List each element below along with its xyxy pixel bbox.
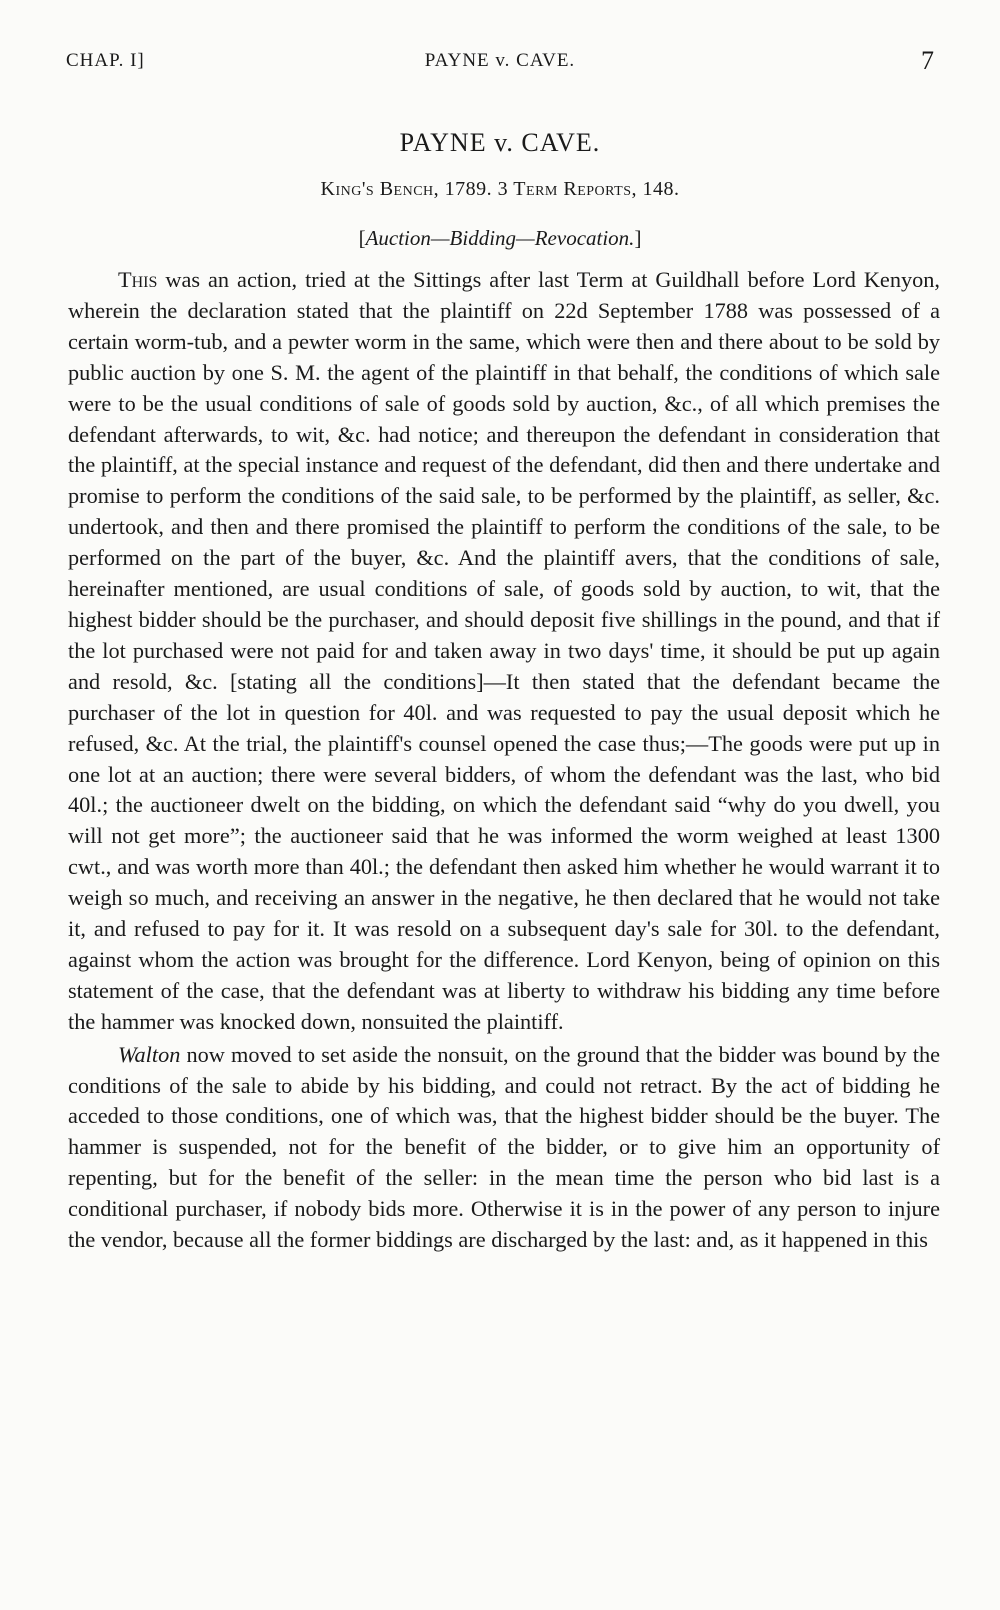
subject-heading: [0, 226, 1000, 251]
page-number: 7: [921, 46, 934, 75]
paragraph-facts: [68, 265, 940, 1038]
subject-open-bracket: [: [358, 226, 366, 250]
paragraph-text: now moved to set aside the nonsuit, on the ground that the bidder was bound by the conditions of the sale to abide by his bidding, and could not retract. By the act of bidding he acceded to those conditions, one of which was, that the highest bidder should be the buyer. The hammer is suspended, not for the benefit of the bidder, or to give him an opportunity of repenting, but for the benefit of the seller: in the mean time the person who bid last is a conditional purchaser, if nobody bids more. Otherwise it is in the power of any person to injure the vendor, because all the former biddings are discharged by the last: and, as it happened in this: [68, 1041, 940, 1253]
paragraph-argument: [68, 1040, 940, 1256]
running-head: [66, 46, 934, 80]
subject-text: Auction—Bidding—Revocation.: [365, 226, 635, 250]
paragraph-text: was an action, tried at the Sittings after last Term at Guildhall before Lord Kenyon, wherein the declaration stated that the plaintiff on 22d September 1788 was possessed of a certain worm-tub, and a pewter worm in the same, which were then and there about to be sold by public auction by one S. M. the agent of the plaintiff in that behalf, the conditions of which sale were to be the usual conditions of sale of goods sold by auction, &c., of all which premises the defendant afterwards, to wit, &c. had notice; and thereupon the defendant in consideration that the plaintiff, at the special instance and request of the defendant, did then and there undertake and promise to perform the conditions of the said sale, to be performed by the plaintiff, as seller, &c. undertook, and then and there promised the plaintiff to perform the conditions of the sale, to be performed on the part of the buyer, &c. And the plaintiff avers, that the conditions of sale, hereinafter mentioned, are usual conditions of sale, of goods sold by auction, to wit, that the highest bidder should be the purchaser, and should deposit five shillings in the pound, and that if the lot purchased were not paid for and taken away in two days' time, it should be put up again and resold, &c. [stating all the conditions]—It then stated that the defendant became the purchaser of the lot in question for 40l. and was requested to pay the usual deposit which he refused, &c. At the trial, the plaintiff's counsel opened the case thus;—The goods were put up in one lot at an auction; there were several bidders, of whom the defendant was the last, who bid 40l.; the auctioneer dwelt on the bidding, on which the defendant said “why do you dwell, you will not get more”; the auctioneer said that he was informed the worm weighed at least 1300 cwt., and was worth more than 40l.; the defendant then asked him whether he would warrant it to weigh so much, and receiving an answer in the negative, he then declared that he would not take it, and refused to pay for it. It was resold on a subsequent day's sale for 30l. to the defendant, against whom the action was brought for the difference. Lord Kenyon, being of opinion on this statement of the case, that the defendant was at liberty to withdraw his bidding any time before the hammer was knocked down, nonsuited the plaintiff.: [68, 267, 940, 1034]
paragraph-lead-word: This: [118, 267, 158, 292]
paragraph-lead-word: Walton: [118, 1041, 181, 1067]
subject-close-bracket: ]: [634, 226, 642, 250]
case-title: PAYNE v. CAVE.: [399, 128, 601, 157]
running-title: PAYNE v. CAVE.: [424, 50, 576, 71]
case-citation: King's Bench, 1789. 3 Term Reports, 148.: [320, 178, 680, 200]
chapter-marker: CHAP. I]: [66, 50, 145, 71]
body-text: [68, 265, 940, 1256]
